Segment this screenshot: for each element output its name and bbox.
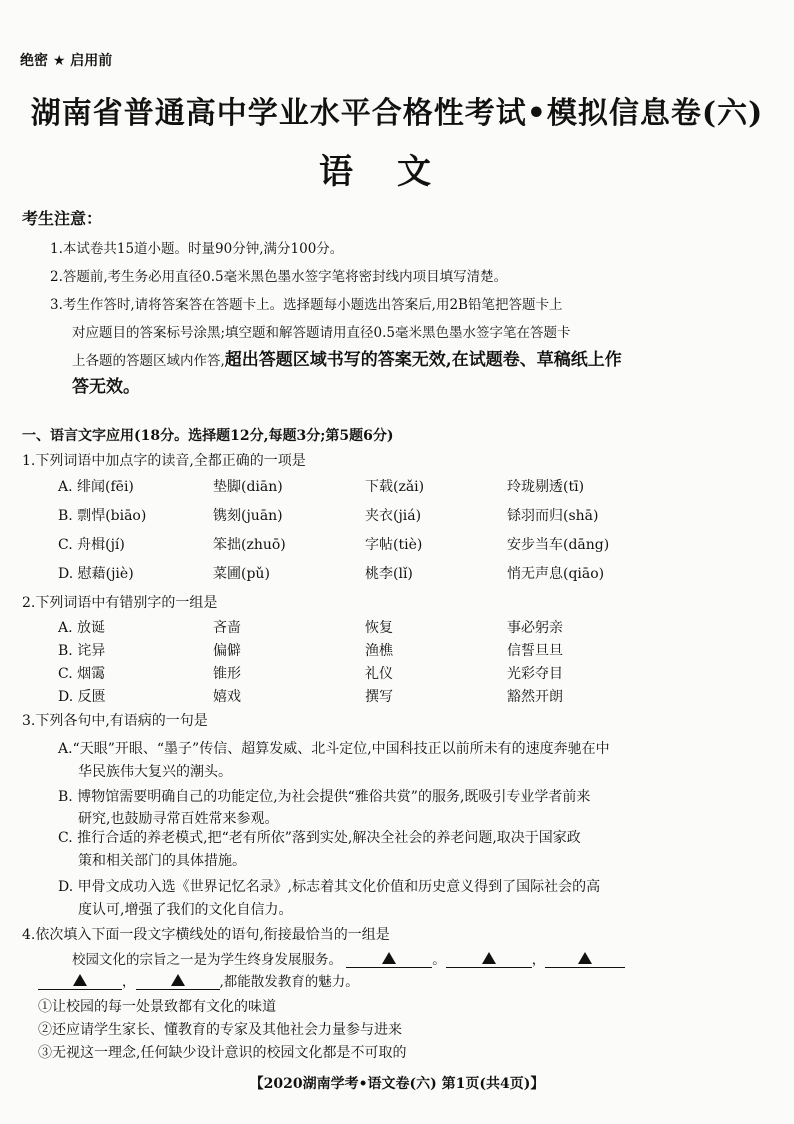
notice-item-3-line-3: [72, 345, 622, 370]
subject-title: 语文: [319, 152, 475, 192]
notice-item-2: 2.答题前,考生务必用直径0.5毫米黑色墨水签字笔将密封线内项目填写清楚。: [50, 269, 508, 285]
q2-option-d-4: 豁然开朗: [507, 689, 563, 705]
q1-option-b-1: B. 剽悍(biāo): [58, 508, 147, 524]
question-2-stem: 2.下列词语中有错别字的一组是: [22, 595, 218, 611]
q3-option-a-line-1: A.“天眼”开眼、“墨子”传信、超算发威、北斗定位,中国科技正以前所未有的速度奔驰在中: [58, 741, 610, 757]
q4-separator-1: 。: [432, 952, 446, 968]
q4-statement-3: ③无视这一理念,任何缺少设计意识的校园文化都是不可取的: [38, 1045, 407, 1061]
q1-option-c-3: 字帖(tiè): [365, 537, 423, 553]
q3-option-d-line-2: 度认可,增强了我们的文化自信力。: [78, 902, 293, 918]
q1-option-c-4: 安步当车(dāng): [507, 537, 610, 553]
q3-option-c-line-1: C. 推行合适的养老模式,把“老有所依”落到实处,解决全社会的养老问题,取决于国家政: [58, 830, 581, 846]
triangle-marker-icon: [482, 952, 496, 964]
q3-option-c-line-2: 策和相关部门的具体措施。: [78, 853, 246, 869]
q1-option-b-3: 夹衣(jiá): [365, 508, 422, 524]
notice-item-1: 1.本试卷共15道小题。时量90分钟,满分100分。: [50, 241, 344, 257]
q2-option-d-3: 撰写: [365, 689, 393, 705]
q4-passage-line-2: [38, 970, 359, 990]
page-footer: 【2020湖南学考•语文卷(六) 第1页(共4页)】: [249, 1076, 545, 1092]
notice-item-3-line-4: 答无效。: [72, 377, 140, 397]
q1-option-a-2: 垫脚(diān): [213, 479, 283, 495]
q4-blank-2[interactable]: [446, 951, 532, 968]
q4-passage-line-1: [72, 948, 625, 968]
notice-item-3-line-3-text: 上各题的答题区域内作答,: [72, 353, 225, 369]
notice-item-3-line-1: 3.考生作答时,请将答案答在答题卡上。选择题每小题选出答案后,用2B铅笔把答题卡上: [50, 297, 563, 313]
q3-option-b-line-2: 研究,也鼓励寻常百姓常来参观。: [78, 811, 279, 827]
exam-title: 湖南省普通高中学业水平合格性考试•模拟信息卷(六): [30, 96, 764, 131]
q2-option-d-1: D. 反匮: [58, 689, 106, 705]
q4-statement-1: ①让校园的每一处景致都有文化的味道: [38, 999, 276, 1015]
q4-blank-4[interactable]: [38, 973, 122, 990]
q4-comma-1: ，: [531, 952, 546, 968]
triangle-marker-icon: [73, 974, 87, 986]
question-4-stem: 4.依次填入下面一段文字横线处的语句,衔接最恰当的一组是: [22, 927, 390, 943]
q2-option-c-4: 光彩夺目: [507, 666, 563, 682]
q4-blank-1[interactable]: [346, 951, 432, 968]
question-1-stem: 1.下列词语中加点字的读音,全都正确的一项是: [22, 453, 306, 469]
q2-option-c-1: C. 烟霭: [58, 666, 106, 682]
question-3-stem: 3.下列各句中,有语病的一句是: [22, 713, 208, 729]
q4-comma-2: ，: [122, 974, 136, 990]
triangle-marker-icon: [578, 952, 592, 964]
q1-option-a-3: 下载(zǎi): [365, 479, 425, 495]
q4-blank-3[interactable]: [545, 951, 625, 968]
q2-option-c-3: 礼仪: [365, 666, 393, 682]
q4-statement-2: ②还应请学生家长、懂教育的专家及其他社会力量参与进来: [38, 1022, 402, 1038]
q1-option-d-4: 悄无声息(qiāo): [507, 566, 605, 582]
q1-option-a-1: A. 绯闻(fēi): [58, 479, 134, 495]
notice-item-3-line-2: 对应题目的答案标号涂黑;填空题和解答题请用直径0.5毫米黑色墨水签字笔在答题卡: [72, 325, 571, 341]
q2-option-b-3: 渔樵: [365, 643, 393, 659]
q4-passage-start: 校园文化的宗旨之一是为学生终身发展服务。: [72, 952, 342, 968]
q3-option-a-line-2: 华民族伟大复兴的潮头。: [78, 764, 232, 780]
q2-option-a-1: A. 放诞: [58, 620, 106, 636]
section-1-heading: 一、语言文字应用(18分。选择题12分,每题3分;第5题6分): [22, 428, 394, 444]
q1-option-d-3: 桃李(lǐ): [365, 566, 413, 582]
q2-option-a-4: 事必躬亲: [507, 620, 563, 636]
confidential-label: 绝密 ★ 启用前: [20, 53, 113, 69]
q4-blank-5[interactable]: [136, 973, 220, 990]
q1-option-b-2: 镌刻(juān): [213, 508, 283, 524]
notice-warning: 超出答题区域书写的答案无效,在试题卷、草稿纸上作: [224, 350, 622, 370]
q2-option-d-2: 嬉戏: [213, 689, 241, 705]
triangle-marker-icon: [382, 952, 396, 964]
q1-option-a-4: 玲珑剔透(tī): [507, 479, 585, 495]
q3-option-b-line-1: B. 博物馆需要明确自己的功能定位,为社会提供“雅俗共赏”的服务,既吸引专业学者前来: [58, 789, 591, 805]
q2-option-b-1: B. 诧异: [58, 643, 106, 659]
q1-option-c-2: 笨拙(zhuō): [213, 537, 286, 553]
q1-option-d-2: 菜圃(pǔ): [213, 566, 270, 582]
q2-option-b-4: 信誓旦旦: [507, 643, 563, 659]
q2-option-c-2: 锥形: [213, 666, 241, 682]
q1-option-d-1: D. 慰藉(jiè): [58, 566, 134, 582]
q1-option-b-4: 铩羽而归(shā): [507, 508, 599, 524]
q3-option-d-line-1: D. 甲骨文成功入选《世界记忆名录》,标志着其文化价值和历史意义得到了国际社会的高: [58, 879, 601, 895]
notice-heading: 考生注意：: [22, 209, 103, 228]
q2-option-a-2: 吝啬: [213, 620, 241, 636]
q4-passage-end: ,都能散发教育的魅力。: [219, 974, 359, 990]
triangle-marker-icon: [171, 974, 185, 986]
q1-option-c-1: C. 舟楫(jí): [58, 537, 125, 553]
q2-option-a-3: 恢复: [365, 620, 393, 636]
q2-option-b-2: 偏僻: [213, 643, 241, 659]
